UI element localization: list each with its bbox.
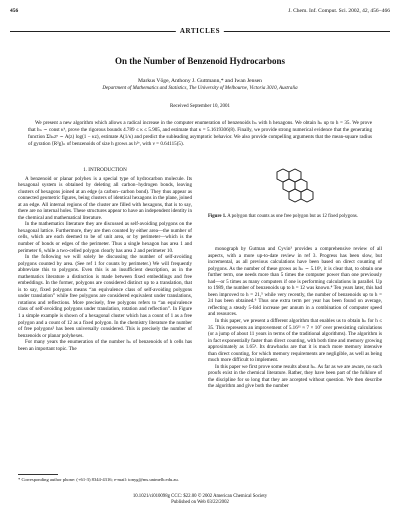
journal-citation: J. Chem. Inf. Comput. Sci. 2002, 42, 456−466 xyxy=(288,8,390,14)
paragraph: In this paper we first prove some results about hₙ. As far as we are aware, no such proofs exist in the chemical literature. Rather, they have been part of the folklore of the discipline for so long that they are accepted without question. We then describe the algorithm and give both the number xyxy=(208,363,382,390)
footnote-rule xyxy=(18,474,58,475)
figure-caption-text: A polygon that counts as one free polygon but as 12 fixed polygons. xyxy=(227,214,358,219)
affiliation: Department of Mathematics and Statistics, The University of Melbourne, Victoria 3010, Australia xyxy=(102,86,298,91)
section-heading: 1. INTRODUCTION xyxy=(83,167,127,173)
hexagon-cell xyxy=(301,189,313,202)
right-column xyxy=(208,246,382,390)
paragraph: In the mathematics literature they are discussed as self-avoiding polygons on the hexagonal lattice. Furthermore, they are then counted by either area—the number of cells, which are each deemed to be of unit area, or by perimeter—which is the number of bonds or edges of the perimeter. Thus a single hexagon has area 1 and perimeter 6, while a two-celled polygon clearly has area 2 and perimeter 10. xyxy=(18,221,192,254)
page-footer xyxy=(0,494,400,506)
figure-caption-label: Figure 1. xyxy=(208,214,227,219)
paragraph: monograph by Gutman and Cyvin³ provides a comprehensive review of all aspects, with a more up-to-date review in ref 3. Progress has been slow, but incremental, as all previous calculations have been based on direct counting of polygons. As the number of these grows as hₙ ∼ 5.16ʰ, it is clear that, to obtain one further term, one needs more than 5 times the computer power than one previously had—or 5 times as many computers if one is performing calculations in parallel. Up to 1989, the number of benzenoids up to h = 12 was known.⁴ Ten years later, this had been improved to h = 21,⁵ while very recently, the number of benzenoids up to h = 24 has been obtained.⁶ Thus one extra term per year has been found on average, reflecting a steady 5-fold increase per annum in a combination of computer speed and resources. xyxy=(208,246,382,318)
article-title: On the Number of Benzenoid Hydrocarbons xyxy=(115,56,285,66)
corresponding-author-footnote: * Corresponding author phone: (+61-3) 8344-4316; e-mail: tonyg@ms.unimelb.edu.au. xyxy=(18,477,179,482)
published-line: Published on Web 03/22/2002 xyxy=(171,500,229,505)
figure-caption xyxy=(208,214,382,220)
section-banner xyxy=(10,27,390,35)
author-list: Markus Vöge, Anthony J. Guttmann,* and Iwan Jensen xyxy=(138,78,262,84)
paragraph: For many years the enumeration of the number hₙ of benzenoids of h cells has been an important topic. The xyxy=(18,339,192,352)
paragraph: In this paper, we present a different algorithm that enables us to obtain hₙ for h ≤ 35. This represents an improvement of 5.16¹¹ ≈ 7 × 10⁷ over preexisting calculations (or a jump of about 11 years in terms of the traditional algorithms). The algorithm is in fact exponentially faster than direct counting, with both time and memory growing approximately as 1.65ʰ. Its drawbacks are that it is much more memory intensive than direct counting, for which memory requirements are negligible, as well as being much more difficult to implement. xyxy=(208,318,382,364)
figure-1 xyxy=(208,164,382,236)
received-date: Received September 10, 2001 xyxy=(170,104,230,109)
doi-line: 10.1021/ci010098g CCC: $22.00 © 2002 American Chemical Society xyxy=(132,494,268,499)
paragraph: A benzenoid or planar polyhex is a special type of hydrocarbon molecule. Its hexagonal system is obtained by deleting all carbon−hydrogen bonds, leaving clusters of hexagons joined at an edge (a carbon−carbon bond). They thus appear as connected geometric figures, being clusters of identical hexagons in the plane, joined at an edge. All internal regions of the cluster are filled with hexagons, that is to say, there are no internal holes. These structures appear to have an independent identity in the chemical and mathematical literature. xyxy=(18,175,192,221)
abstract: We present a new algorithm which allows a radical increase in the computer enumeration of benzenoids hₙ with h hexagons. We obtain hₙ up to h = 35. We prove that hₙ ∼ const κʰ, prove the rigorous bounds 4.789 ≤ κ ≤ 5.905, and estimate that κ = 5.1619306(8). Finally, we provide strong numerical evidence that the generating function Σhₙzⁿ ∼ A(z) log(1 − κz), estimate A(1/κ) and predict the subleading asymptotic behavior. We also provide compelling arguments that the mean-square radius of gyration ⟨R²g⟩ₙ of benzenoids of size h grows as h²ᵛ, with ν = 0.64115(5). xyxy=(28,120,372,147)
left-column xyxy=(18,167,192,352)
paragraph: In the following we will solely be discussing the number of self-avoiding polygons counted by area. (See ref 1 for counts by perimeter.) We will frequently abbreviate this to polygons. Even this is an insufficient description, as in the mathematics literature a distinction is made between fixed embeddings and free embeddings. In the former, polygons are considered distinct up to a translation, that is to say, fixed polygons means “an equivalence class of self-avoiding polygons under translation” while free polygons are considered equivalent under translations, rotations and reflections. More precisely, free polygons refers to “an equivalence class of self-avoiding polygons under translation, rotation and reflection”. In Figure 1 a simple example is shown of a hexagonal cluster which has a count of 1 as a free polygon and a count of 12 as a fixed polygon. In the chemistry literature the number of free polygons² has been universally considered. This is precisely the number of benzenoids or planar polyhexes. xyxy=(18,254,192,339)
hexagon-cluster-diagram xyxy=(255,164,335,212)
section-label: ARTICLES xyxy=(176,27,224,35)
hexagon-cell xyxy=(289,189,301,202)
page-number: 456 xyxy=(10,8,19,14)
